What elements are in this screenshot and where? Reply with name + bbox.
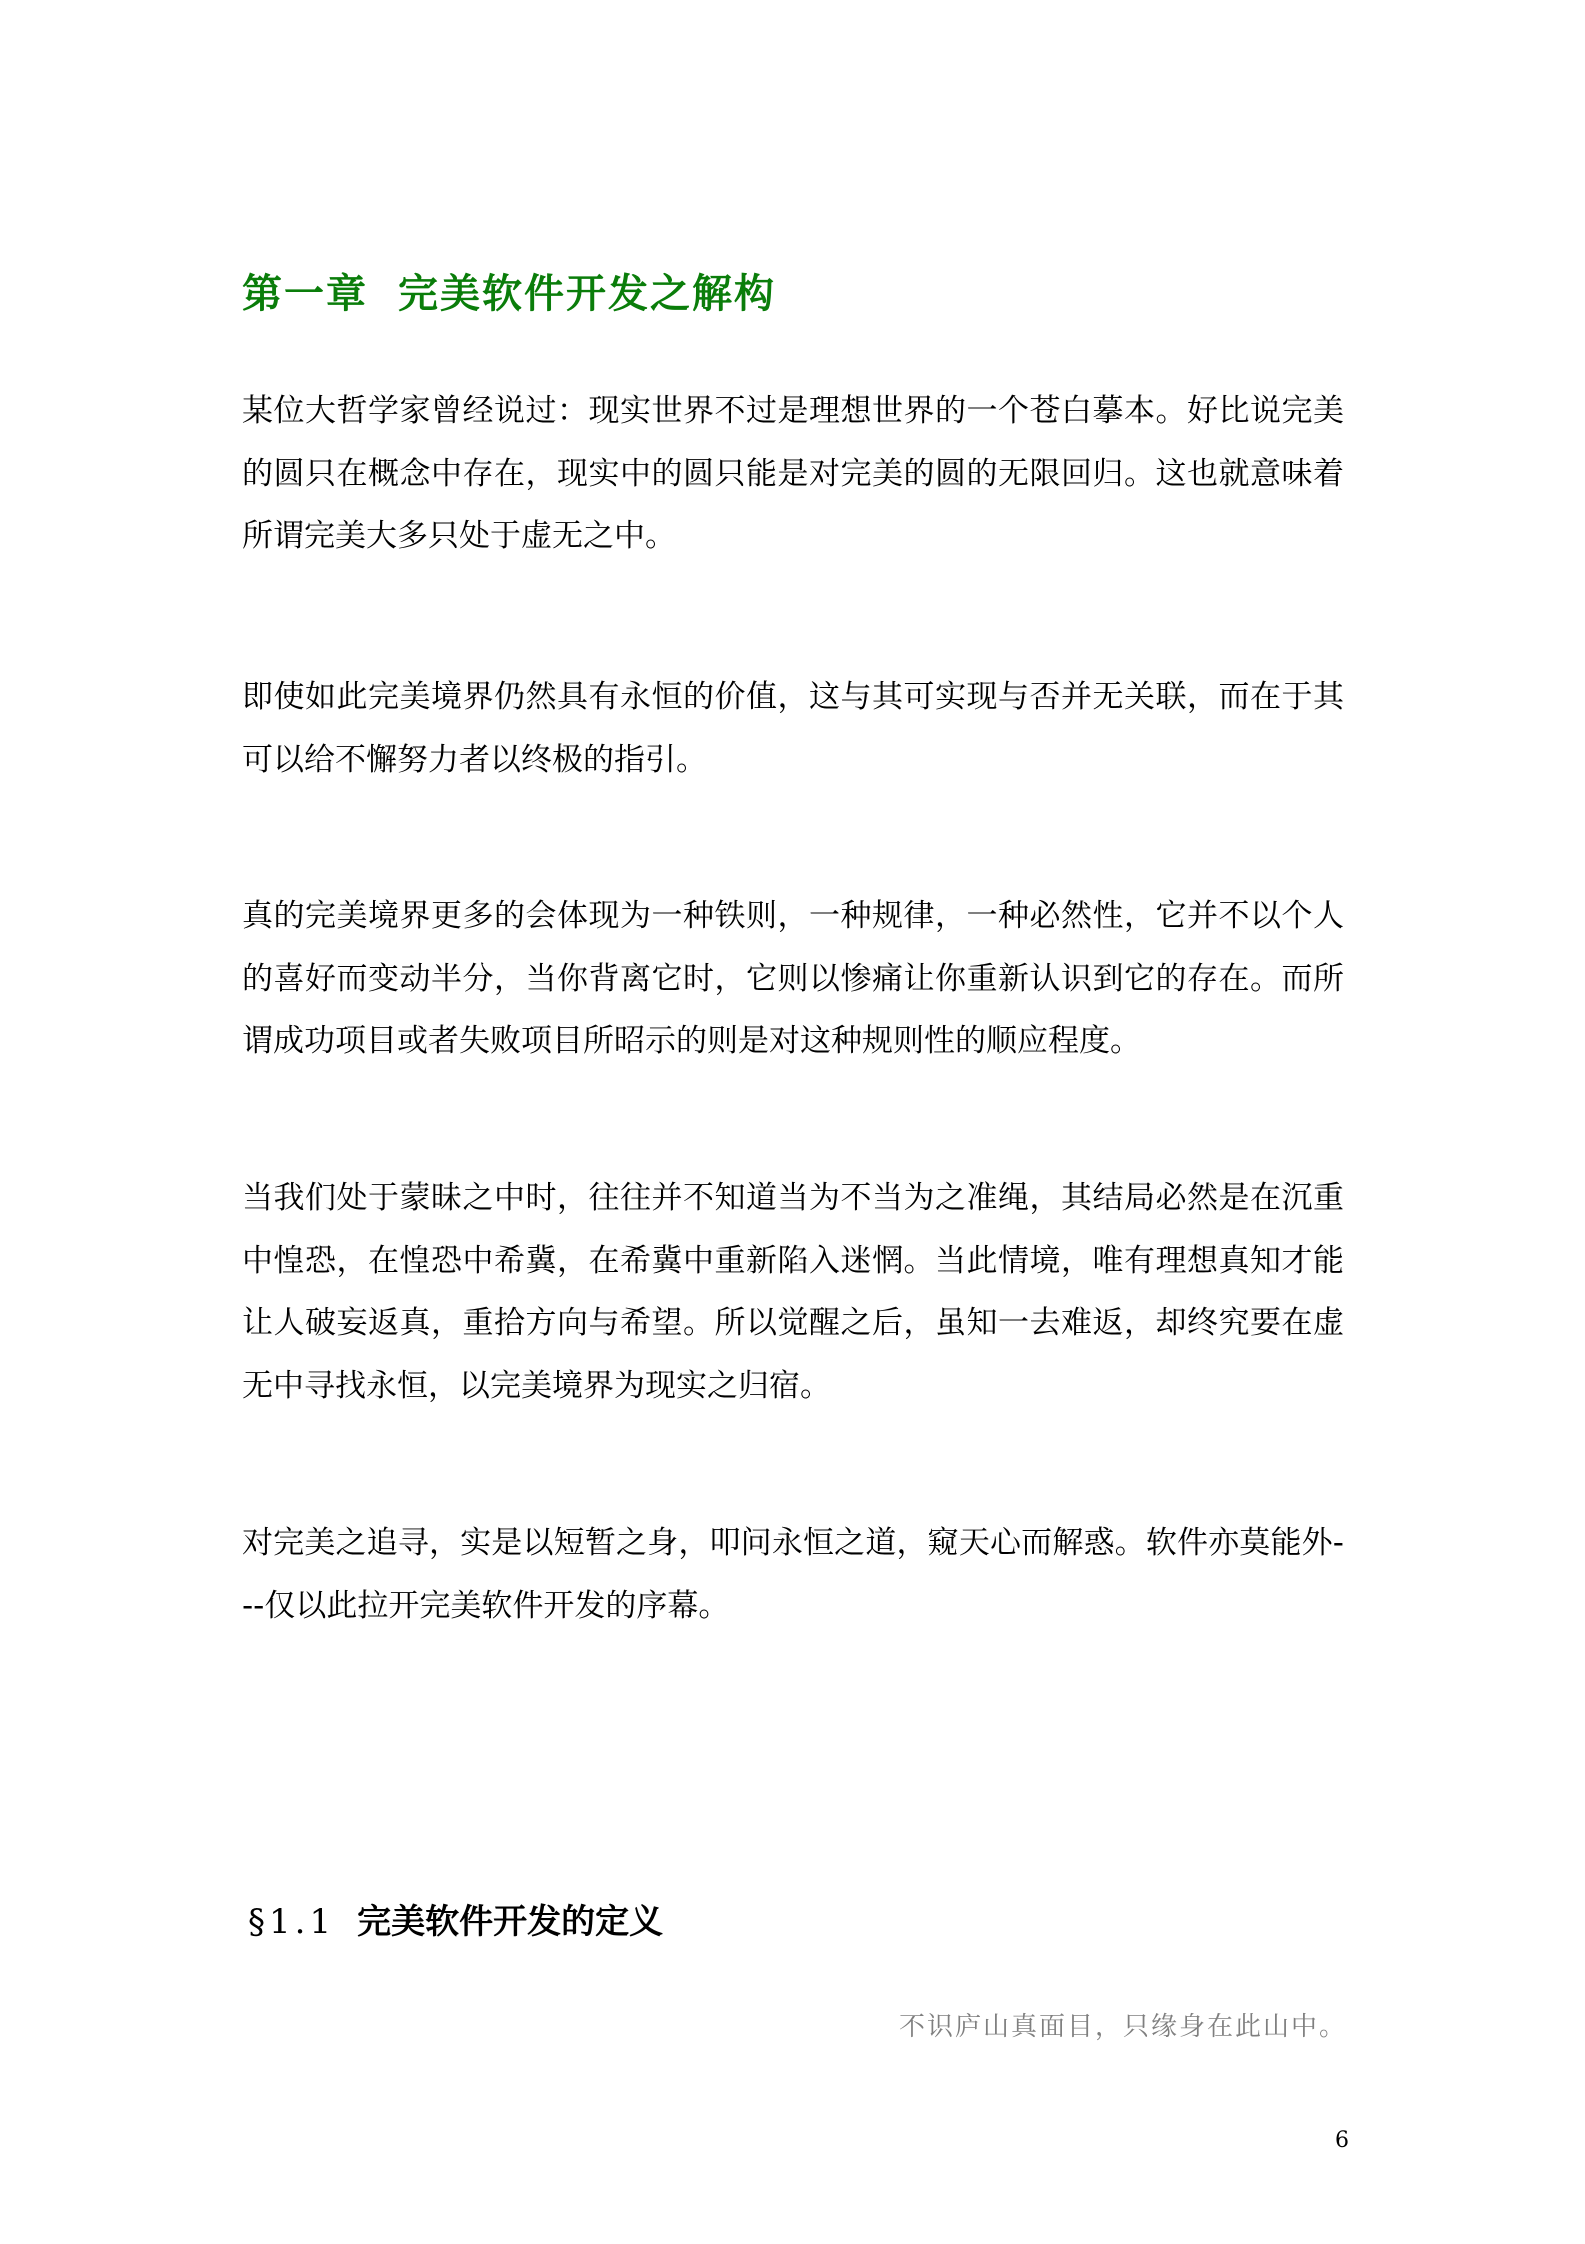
page-number: 6 — [1335, 2128, 1349, 2153]
section-title-text: 完美软件开发的定义 — [357, 1902, 664, 1942]
paragraph-4: 当我们处于蒙昧之中时，往往并不知道当为不当为之准绳，其结局必然是在沉重中惶恐，在惶恐中希冀，在希冀中重新陷入迷惘。当此情境，唯有理想真知才能让人破妄返真，重拾方向与希望。所以觉醒之后，虽知一去难返，却终究要在虚无中寻找永恒，以完美境界为现实之归宿。 — [242, 1180, 1344, 1404]
paragraph-2: 即使如此完美境界仍然具有永恒的价值，这与其可实现与否并无关联，而在于其可以给不懈努力者以终极的指引。 — [242, 679, 1344, 778]
chapter-title-text: 完美软件开发之解构 — [398, 271, 776, 317]
paragraph-3: 真的完美境界更多的会体现为一种铁则，一种规律，一种必然性，它并不以个人的喜好而变动半分，当你背离它时，它则以惨痛让你重新认识到它的存在。而所谓成功项目或者失败项目所昭示的则是对这种规则性的顺应程度。 — [242, 898, 1344, 1059]
paragraph-5: 对完美之追寻，实是以短暂之身，叩问永恒之道，窥天心而解惑。软件亦莫能外---仅以此拉开完美软件开发的序幕。 — [242, 1525, 1344, 1624]
section-number: §1.1 — [248, 1902, 336, 1942]
section-heading — [248, 1894, 663, 1943]
chapter-title — [242, 262, 776, 319]
epigraph-quote: 不识庐山真面目，只缘身在此山中。 — [898, 2012, 1347, 2042]
chapter-number: 第一章 — [242, 271, 368, 317]
paragraph-1: 某位大哲学家曾经说过：现实世界不过是理想世界的一个苍白摹本。好比说完美的圆只在概念中存在，现实中的圆只能是对完美的圆的无限回归。这也就意味着所谓完美大多只处于虚无之中。 — [242, 393, 1344, 554]
